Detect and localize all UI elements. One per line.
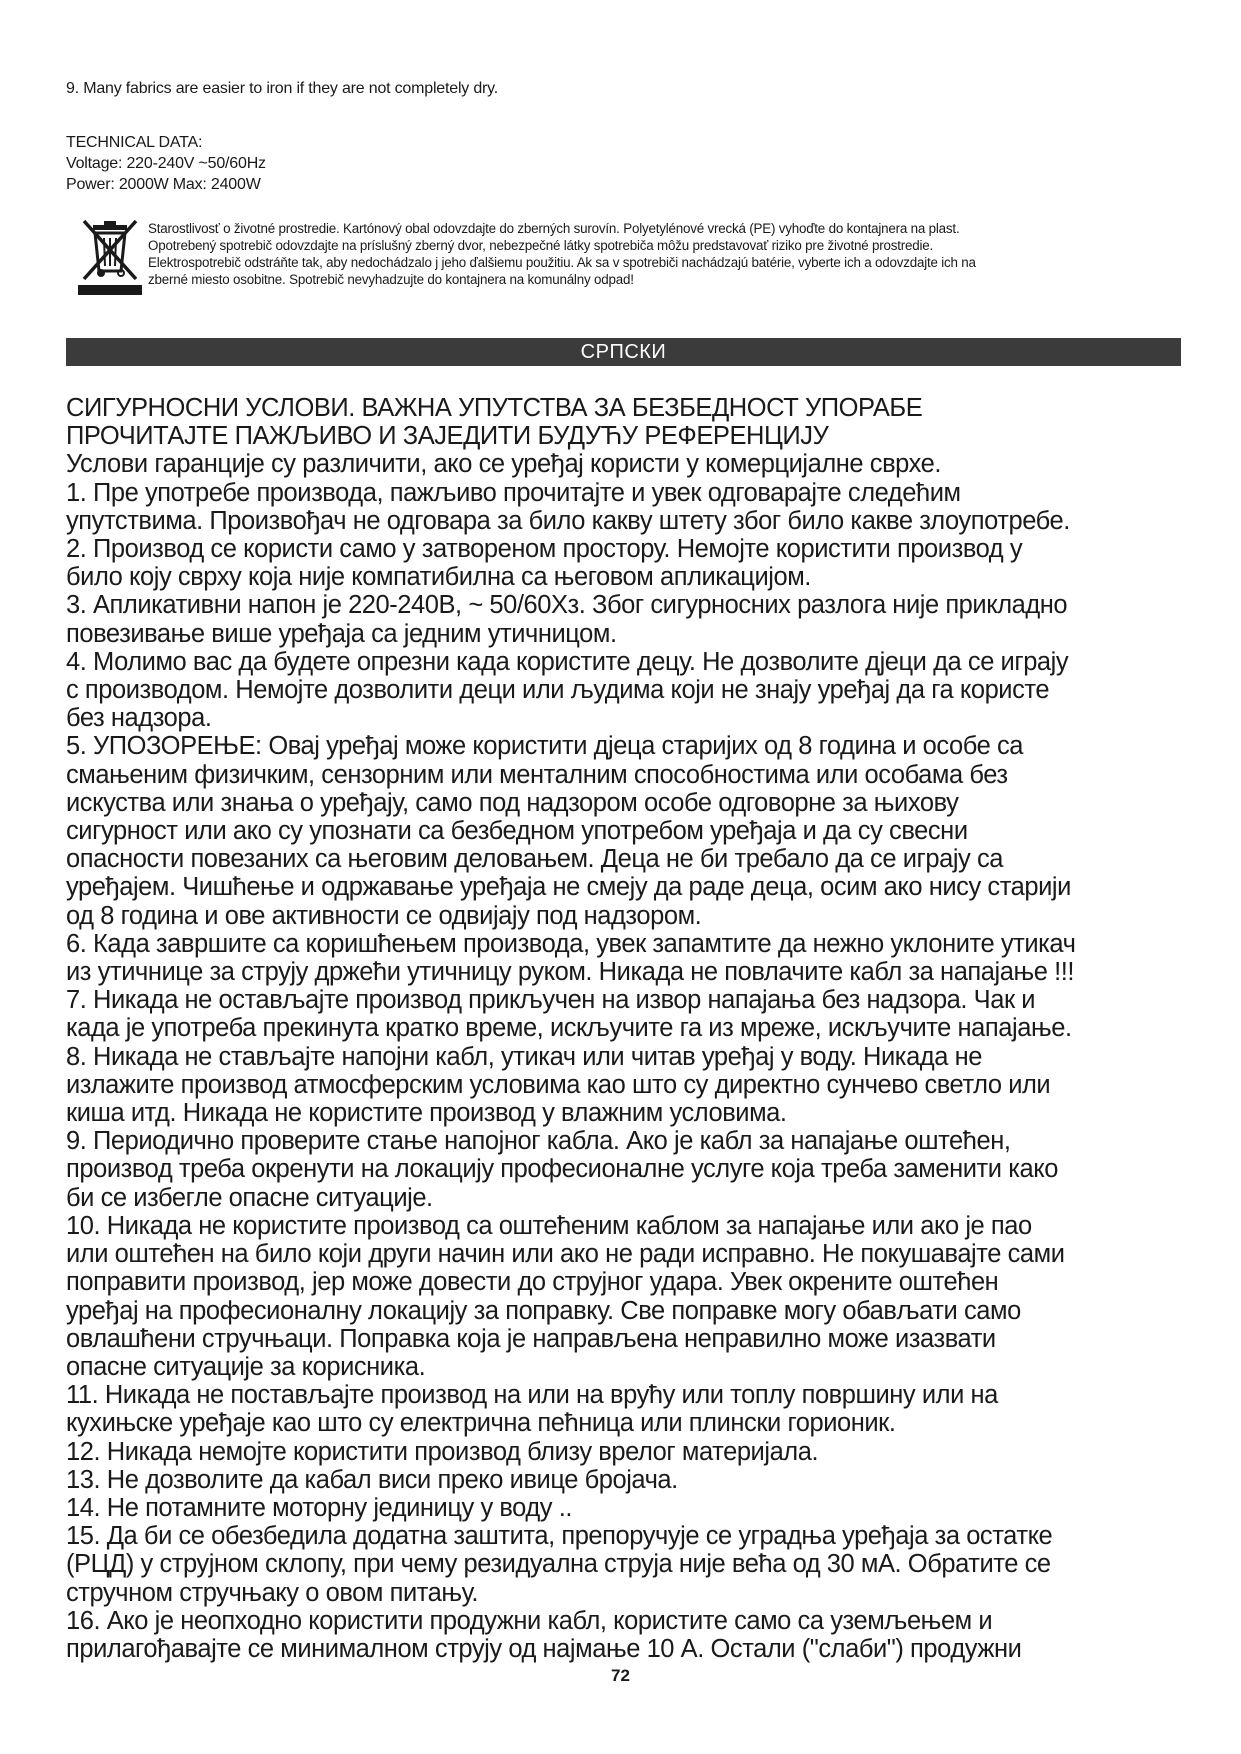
body-line: стручном стручњаку о овом питању. — [66, 1578, 479, 1607]
safety-heading: ПРОЧИТАЈТЕ ПАЖЉИВО И ЗАЈЕДИТИ БУДУЋУ РЕФЕРЕНЦИЈУ — [66, 422, 829, 451]
body-line: сигурност или ако су упознати са безбедном употребом уређаја и да су свесни — [66, 817, 968, 846]
technical-voltage: Voltage: 220-240V ~50/60Hz — [66, 155, 266, 172]
crossed-out-wheelie-bin-icon — [76, 215, 144, 299]
body-line: излажите производ атмосферским условима као што су директно сунчево светло или — [66, 1070, 1051, 1099]
body-line: 6. Када завршите са коришћењем производа, увек запамтите да нежно уклоните утикач — [66, 929, 1076, 958]
body-line: од 8 година и ове активности се одвијају под надзором. — [66, 901, 702, 930]
body-line: прилагођавајте се минималном струју од најмање 10 А. Остали ("слаби") продужни — [66, 1634, 1022, 1663]
body-line: 16. Ако је неопходно користити продужни кабл, користите само са уземљењем и — [66, 1606, 993, 1635]
body-line: 9. Периодично проверите стање напојног кабла. Ако је кабл за напајање оштећен, — [66, 1127, 1011, 1156]
body-line: с производом. Немојте дозволити деци или људима који не знају уређај да га користе — [66, 676, 1050, 705]
body-line: кухињске уређаје као што су електрична пећница или плински горионик. — [66, 1409, 896, 1438]
technical-heading: TECHNICAL DATA: — [66, 134, 203, 151]
body-line: би се избегле опасне ситуације. — [66, 1183, 433, 1212]
body-line: искуства или знања о уређају, само под надзором особе одговорне за њихову — [66, 788, 959, 817]
body-line: упутствима. Произвођач не одговара за било какву штету због било какве злоупотребе. — [66, 506, 1070, 535]
environment-line: zberné miesto osobitne. Spotrebič nevyhadzujte do kontajnera na komunálny odpad! — [148, 272, 634, 287]
environment-notice — [148, 220, 1208, 288]
body-line: 10. Никада не користите производ са оштећеним каблом за напајање или ако је пао — [66, 1211, 1032, 1240]
safety-instructions — [66, 394, 1186, 1663]
body-line: Услови гаранције су различити, ако се уређај користи у комерцијалне сврхе. — [66, 450, 941, 479]
body-line: 4. Молимо вас да будете опрезни када користите децу. Не дозволите дјеци да се играју — [66, 647, 1069, 676]
ironing-tip: 9. Many fabrics are easier to iron if they are not completely dry. — [66, 80, 499, 97]
body-line: уређај на професионалну локацију за поправку. Све поправке могу обављати само — [66, 1296, 1021, 1325]
body-line: 2. Производ се користи само у затвореном простору. Немојте користити производ у — [66, 535, 1023, 564]
body-line: поправити производ, јер може довести до струјног удара. Увек окрените оштећен — [66, 1268, 999, 1297]
body-line: овлашћени стручњаци. Поправка која је направљена неправилно може изазвати — [66, 1324, 996, 1353]
body-line: 1. Пре употребе производа, пажљиво прочитајте и увек одговарајте следећим — [66, 478, 961, 507]
body-line: смањеним физичким, сензорним или менталним способностима или особама без — [66, 760, 1008, 789]
body-line: опасне ситуације за корисника. — [66, 1352, 426, 1381]
environment-line: Elektrospotrebič odstráňte tak, aby nedochádzalo j jeho ďalšiemu použitiu. Ak sa v spotrebiči nachádzajú batérie, vyberte ich a odovzdajte ich na — [148, 255, 976, 270]
body-line: 5. УПОЗОРЕЊЕ: Овај уређај може користити дјеца старијих од 8 година и особе са — [66, 732, 1023, 761]
body-line: 7. Никада не остављајте производ прикључен на извор напајања без надзора. Чак и — [66, 986, 1036, 1015]
body-line: уређајем. Чишћење и одржавање уређаја не смеју да раде деца, осим ако нису старији — [66, 873, 1071, 902]
body-line: из утичнице за струју држећи утичницу руком. Никада не повлачите кабл за напајање !!! — [66, 958, 1074, 987]
environment-line: Opotrebený spotrebič odovzdajte na príslušný zberný dvor, nebezpečné látky spotrebiča môžu predstavovať riziko pre životné prostredie. — [148, 238, 934, 253]
body-line: 15. Да би се обезбедила додатна заштита, препоручује се уградња уређаја за остатке — [66, 1522, 1053, 1551]
body-line: 11. Никада не постављајте производ на или на врућу или топлу површину или на — [66, 1381, 998, 1410]
body-line: 12. Никада немојте користити производ близу врелог материјала. — [66, 1437, 819, 1466]
body-line: 3. Апликативни напон је 220-240В, ~ 50/60Хз. Због сигурносних разлога није прикладно — [66, 591, 1068, 620]
technical-power: Power: 2000W Max: 2400W — [66, 176, 261, 193]
environment-line: Starostlivosť o životné prostredie. Kartónový obal odovzdajte do zberných surovín. Polyetylénové vrecká (PE) vyhoďte do kontajnera na plast. — [148, 221, 960, 236]
safety-heading: СИГУРНОСНИ УСЛОВИ. ВАЖНА УПУТСТВА ЗА БЕЗБЕДНОСТ УПОРАБЕ — [66, 394, 923, 422]
language-section-banner: СРПСКИ — [66, 338, 1181, 366]
body-line: 13. Не дозволите да кабал виси преко ивице бројача. — [66, 1465, 678, 1494]
body-line: киша итд. Никада не користите производ у влажним условима. — [66, 1099, 787, 1128]
technical-data — [66, 132, 266, 195]
body-line: без надзора. — [66, 704, 212, 733]
body-line: повезивање више уређаја са једним утичницом. — [66, 619, 617, 648]
page-number: 72 — [611, 1666, 630, 1685]
body-line: или оштећен на било који други начин или ако не ради исправно. Не покушавајте сами — [66, 1240, 1065, 1269]
body-line: производ треба окренути на локацију професионалне услуге која треба заменити како — [66, 1155, 1058, 1184]
body-line: 14. Не потамните моторну јединицу у воду .. — [66, 1493, 572, 1522]
body-line: било коју сврху која није компатибилна са његовом апликацијом. — [66, 563, 811, 592]
body-line: опасности повезаних са његовим деловањем. Деца не би требало да се играју са — [66, 845, 1004, 874]
body-line: када је употреба прекинута кратко време, искључите га из мреже, искључите напајање. — [66, 1014, 1072, 1043]
body-line: (РЦД) у струјном склопу, при чему резидуална струја није већа од 30 мА. Обратите се — [66, 1550, 1051, 1579]
body-line: 8. Никада не стављајте напојни кабл, утикач или читав уређај у воду. Никада не — [66, 1042, 982, 1071]
